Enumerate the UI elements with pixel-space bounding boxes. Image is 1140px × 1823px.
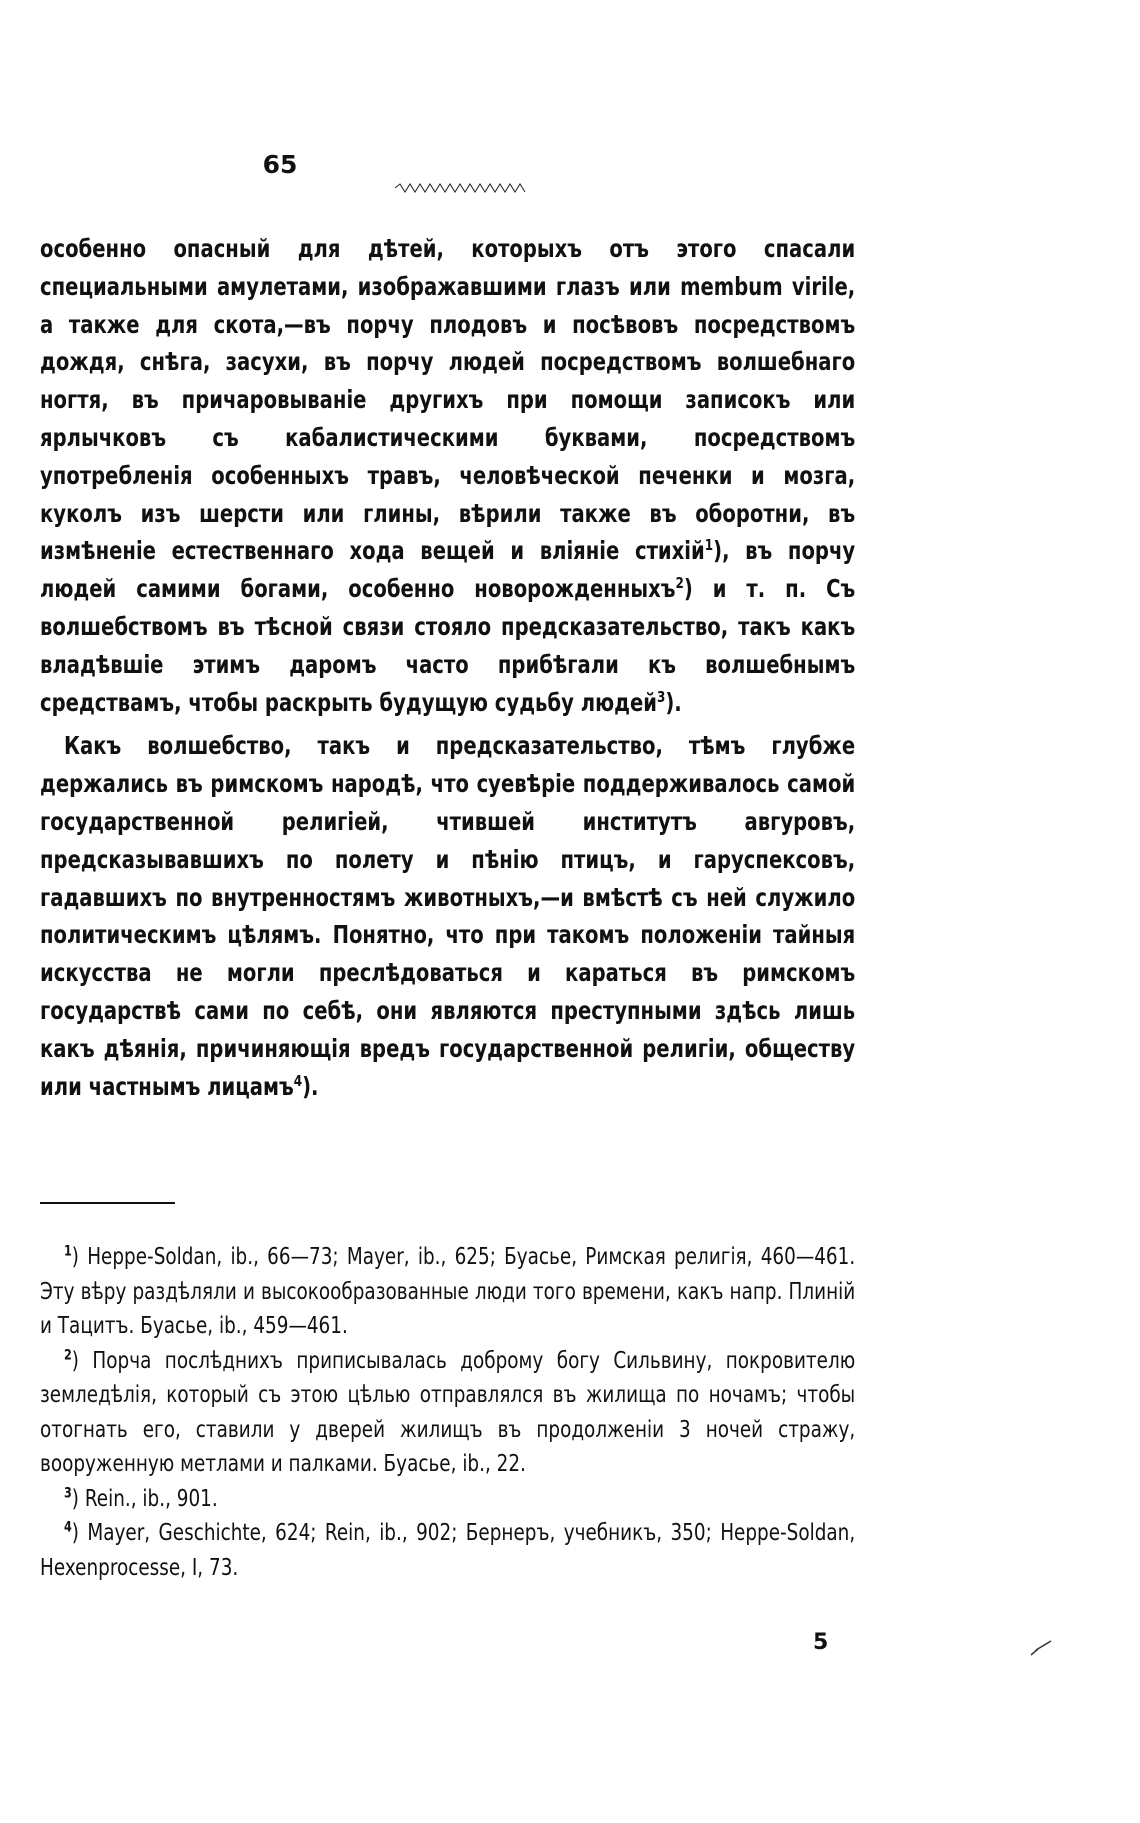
- signature-mark: 5: [813, 1630, 829, 1655]
- footnote-3: $^3$) Rein., ib., 901.: [64, 1484, 218, 1512]
- footnote-ref-1[interactable]: 1: [704, 536, 714, 555]
- footnotes: [40, 1240, 855, 1585]
- footnote-ref-2[interactable]: 2: [675, 574, 684, 593]
- pencil-stroke-icon: [1030, 1640, 1052, 1656]
- paragraph-1: особенно опасный для дѣтей, которыхъ отъ этого спасали специальными амулетами, изображавшими глазъ или membum virile, а также для скота,—въ порчу плодовъ и посѣвовъ посредствомъ дождя, снѣга, засухи, въ порчу людей посредствомъ волшебнаго ногтя, въ причаровываніе другихъ при помощи записокъ или ярлычковъ съ кабалистическими буквами, посредствомъ употребленія особенныхъ травъ, человѣческой печенки и мозга, куколъ изъ шерсти или глины, вѣрили также въ оборотни, въ измѣненіе естественнаго хода вещей и вліяніе стихій$^1$), въ порчу людей самими богами, особенно новорожденныхъ$^2$) и т. п. Съ волшебствомъ въ тѣсной связи стояло предсказательство, такъ какъ владѣвшіе этимъ даромъ часто прибѣгали къ волшебнымъ средствамъ, чтобы раскрыть будущую судьбу людей$^3$).: [40, 234, 856, 717]
- footnote-ref-3[interactable]: 3: [656, 687, 666, 706]
- footnote-2: $^2$) Порча послѣднихъ приписывалась доброму богу Сильвину, покровителю земледѣлія, который съ этою цѣлью отправлялся въ жилища по ночамъ; чтобы отогнать его, ставили у дверей жилищъ въ продолженіи 3 ночей стражу, вооруженную метлами и палками. Буасье, ib., 22.: [40, 1346, 856, 1477]
- page-number: 65: [262, 150, 298, 179]
- wavy-rule-ornament: [395, 183, 530, 193]
- footnote-4: $^4$) Mayer, Geschichte, 624; Rein, ib., 902; Бернеръ, учебникъ, 350; Heppe-Soldan, Hexenprocesse, I, 73.: [40, 1519, 856, 1581]
- paragraph-2: Какъ волшебство, такъ и предсказательство, тѣмъ глубже держались въ римскомъ народѣ, что суевѣріе поддерживалось самой государственной религіей, чтившей институтъ авгуровъ, предсказывавшихъ по полету и пѣнію птицъ, и гаруспексовъ, гадавшихъ по внутренностямъ животныхъ,—и вмѣстѣ съ ней служило политическимъ цѣлямъ. Понятно, что при такомъ положеніи тайныя искусства не могли преслѣдоваться и караться въ римскомъ государствѣ сами по себѣ, они являются преступными здѣсь лишь какъ дѣянія, причиняющія вредъ государственной религіи, обществу или частнымъ лицамъ$^4$).: [40, 731, 856, 1101]
- footnote-ref-4[interactable]: 4: [293, 1071, 303, 1090]
- main-text: [40, 230, 855, 1105]
- footnote-divider: [40, 1202, 175, 1204]
- footnote-1: $^1$) Heppe-Soldan, ib., 66—73; Mayer, ib., 625; Буасье, Римская религія, 460—461. Эту вѣру раздѣляли и высокообразованные люди того времени, какъ напр. Плиній и Тацитъ. Буасье, ib., 459—461.: [40, 1243, 856, 1339]
